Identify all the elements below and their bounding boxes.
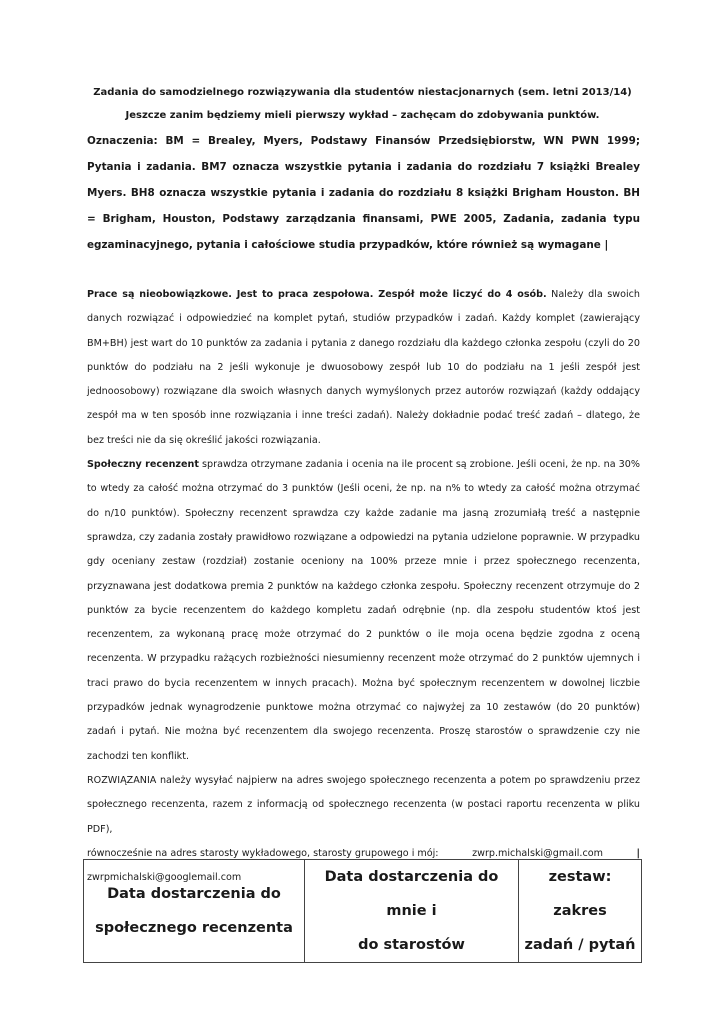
document-subtitle: Jeszcze zanim będziemy mieli pierwszy wykład – zachęcam do zdobywania punktów. [125,110,600,121]
table-header-cell [519,860,642,963]
table-header-line: do starostów [358,937,465,953]
email-separator: | [636,847,640,859]
email-address-secondary[interactable]: zwrpmichalski@googlemail.com [87,872,242,884]
submission-text: ROZWIĄZANIA należy wysyłać najpierw na adres swojego społecznego recenzenta a potem po sprawdzeniu przez społecznego recenzenta, razem z informacją od społecznego recenzenta (w postaci raportu recenzenta w pliku PDF), [87,774,640,835]
email-address-primary[interactable]: zwrp.michalski@gmail.com [472,847,603,859]
table-header-line: Data dostarczenia do [107,886,281,902]
notation-paragraph: Oznaczenia: BM = Brealey, Myers, Podstawy Finansów Przedsiębiorstw, WN PWN 1999; Pytania i zadania. BM7 oznacza wszystkie pytania i zadania do rozdziału 7 książki Brealey Myers. BH8 oznacza wszystkie pytania i zadania do rozdziału 8 książki Brigham Houston. BH = Brigham, Houston, Podstawy zarządzania finansami, PWE 2005, Zadania, zadania typu egzaminacyjnego, pytania i całościowe studia przypadków, które również są wymagane | [87,135,640,251]
table-header-line: Data dostarczenia do mnie i [324,869,499,919]
submission-recipients: równocześnie na adres starosty wykładowego, starosty grupowego i mój: [87,847,439,859]
table-header-line: zadań / pytań [524,937,636,953]
table-header-line: zestaw: zakres [548,869,612,919]
rules-bold-lead: Prace są nieobowiązkowe. Jest to praca zespołowa. Zespół może liczyć do 4 osób. [87,289,547,300]
table-header-cell [305,860,519,963]
table-header-line: społecznego recenzenta [95,920,293,936]
rules-section [87,283,640,890]
table-header-row [84,860,642,963]
reviewer-paragraph [87,453,640,769]
table-header-cell [84,860,305,963]
document-title: Zadania do samodzielnego rozwiązywania dla studentów niestacjonarnych (sem. letni 2013/14) [93,87,632,98]
rules-paragraph [87,283,640,453]
deadline-table [83,859,642,963]
rules-text: Należy dla swoich danych rozwiązać i odpowiedzieć na komplet pytań, studiów przypadków i zadań. Każdy komplet (zawierający BM+BH) jest wart do 10 punktów za zadania i pytania z danego rozdziału dla każdego członka zespołu (czyli do 20 punktów do podziału na 2 jeśli wykonuje je dwuosobowy zespół lub 10 do podziału na 1 jeśli zespół jest jednoosobowy) rozwiązane dla swoich własnych danych wymyślonych przez autorów rozwiązań (każdy oddający zespół ma w ten sposób inne rozwiązania i inne treści zadań). Należy dokładnie podać treść zadań – dlatego, że bez treści nie da się określić jakości rozwiązania. [87,289,640,446]
reviewer-bold-lead: Społeczny recenzent [87,459,199,471]
reviewer-text: sprawdza otrzymane zadania i ocenia na ile procent są zrobione. Jeśli oceni, że np. na 30% to wtedy za całość można otrzymać do 3 punktów (Jeśli oceni, że np. na n% to wtedy za całość można otrzymać do n/10 punktów). Społeczny recenzent sprawdza czy każde zadanie ma jasną zrozumiałą treść a następnie sprawdza, czy zadania zostały prawidłowo rozwiązane a odpowiedzi na pytania udzielone poprawnie. W przypadku gdy oceniany zestaw (rozdział) zostanie oceniony na 100% przeze mnie i przez społecznego recenzenta, przyznawana jest dodatkowa premia 2 punktów na każdego członka zespołu. Społeczny recenzent otrzymuje do 2 punktów za bycie recenzentem do każdego kompletu zadań odrębnie (np. dla zespołu studentów ktoś jest recenzentem, za wykonaną pracę może otrzymać do 2 punktów o ile moja ocena będzie zgodna z oceną recenzenta. W przypadku rażących rozbieżności niesumienny recenzent może otrzymać do 2 punktów ujemnych i traci prawo do bycia recenzentem w innych pracach). Można być społecznym recenzentem w dowolnej liczbie przypadków jednak wynagrodzenie punktowe można otrzymać co najwyżej za 10 zestawów (do 20 punktów) zadań i pytań. Nie można być recenzentem dla swojego recenzenta. Proszę starostów o sprawdzenie czy nie zachodzi ten konflikt. [87,459,640,762]
